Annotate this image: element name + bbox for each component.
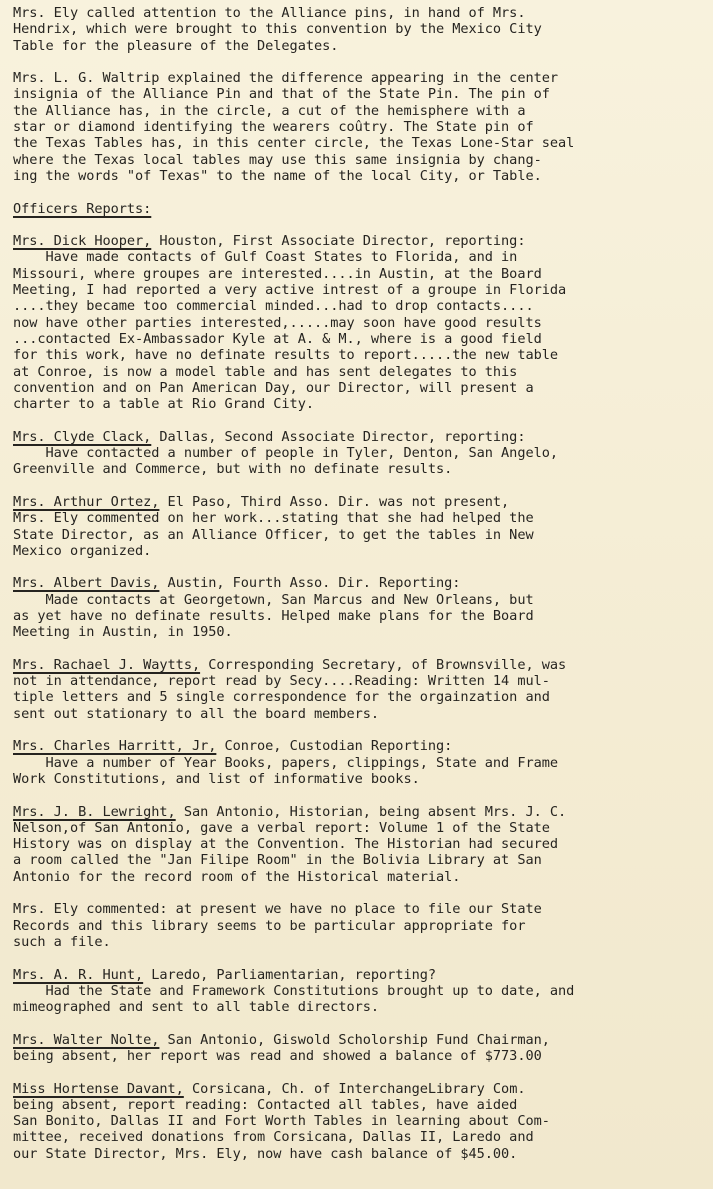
paragraph [13,429,705,478]
text-line: insignia of the Alliance Pin and that of the State Pin. The pin of [13,86,550,103]
report-heading-rest: Dallas, Second Associate Director, reporting: [151,428,526,445]
paragraph-gap [13,885,705,901]
text-line: Mrs. Ely called attention to the Alliance pins, in hand of Mrs. [13,5,526,21]
text-line: at Conroe, is now a model table and has sent delegates to this [13,363,518,380]
paragraph-gap [13,722,705,738]
text-line: Mrs. Ely commented: at present we have no place to file our State [13,901,542,918]
text-line: Work Constitutions, and list of informative books. [13,770,420,787]
text-line: for this work, have no definate results to report.....the new table [13,347,558,364]
text-line: star or diamond identifying the wearers coûtry. The State pin of [13,119,534,136]
text-line: History was on display at the Convention. The Historian had secured [13,836,558,853]
text-line: the Texas Tables has, in this center circle, the Texas Lone-Star seal [13,135,575,152]
text-line: Mrs. Ely commented on her work...stating that she had helped the [13,510,534,527]
text-line: Have made contacts of Gulf Coast States to Florida, and in [13,249,518,266]
paragraph [13,967,705,1016]
officer-name: Mrs. Charles Harritt, Jr, [13,738,217,755]
officer-name: Mrs. Arthur Ortez, [13,493,160,510]
report-heading-rest: Austin, Fourth Asso. Dir. Reporting: [159,575,461,592]
officer-name: Mrs. Walter Nolte, [13,1031,160,1048]
officer-name: Mrs. Dick Hooper, [13,233,152,250]
officer-name: Mrs. A. R. Hunt, [13,966,144,983]
text-line: convention and on Pan American Day, our Director, will present a [13,379,534,396]
report-heading-rest: Corsicana, Ch. of InterchangeLibrary Com. [183,1080,526,1097]
paragraph [13,5,705,54]
paragraph [13,1032,705,1065]
paragraph-gap [13,787,705,803]
text-line: Have a number of Year Books, papers, clippings, State and Frame [13,754,558,771]
text-line: mittee, received donations from Corsicana, Dallas II, Laredo and [13,1129,534,1146]
text-line: Meeting in Austin, in 1950. [13,624,233,641]
text-line: Greenville and Commerce, but with no definate results. [13,461,453,478]
text-line: the Alliance has, in the circle, a cut of the hemisphere with a [13,102,526,119]
text-line: not in attendance, report read by Secy....Reading: Written 14 mul- [13,673,550,690]
text-line: tiple letters and 5 single correspondence for the orgainzation and [13,689,550,706]
text-line: such a file. [13,933,111,950]
text-line: Made contacts at Georgetown, San Marcus and New Orleans, but [13,591,534,608]
report-heading-rest: Laredo, Parliamentarian, reporting? [143,966,436,983]
report-heading-line [13,657,705,673]
text-line: as yet have no definate results. Helped make plans for the Board [13,607,534,624]
paragraph [13,901,705,950]
paragraph [13,575,705,640]
officer-name: Officers Reports: [13,200,152,217]
report-heading-line [13,494,705,510]
text-line: Hendrix, which were brought to this convention by the Mexico City [13,21,542,38]
report-heading-line [13,804,705,820]
paragraph-gap [13,559,705,575]
text-line: Missouri, where groupes are interested....in Austin, at the Board [13,265,542,282]
text-line: Mrs. L. G. Waltrip explained the difference appearing in the center [13,70,558,87]
paragraph-gap [13,950,705,966]
paragraph-gap [13,54,705,70]
text-line: sent out stationary to all the board members. [13,705,380,722]
officer-name: Mrs. Clyde Clack, [13,428,152,445]
report-heading-line [13,738,705,754]
text-line: Have contacted a number of people in Tyler, Denton, San Angelo, [13,445,558,462]
paragraph [13,804,705,885]
text-line: where the Texas local tables may use this same insignia by chang- [13,151,542,168]
report-heading-rest: Conroe, Custodian Reporting: [216,738,453,755]
report-heading-line [13,1081,705,1097]
text-line: ....they became too commercial minded...had to drop contacts.... [13,298,534,315]
officer-name: Mrs. J. B. Lewright, [13,803,176,820]
report-heading-line [13,201,705,217]
report-heading-rest: El Paso, Third Asso. Dir. was not present, [159,493,510,510]
paragraph-gap [13,1064,705,1080]
paragraph-gap [13,184,705,200]
text-line: Meeting, I had reported a very active intrest of a groupe in Florida [13,282,567,299]
paragraph-gap [13,1015,705,1031]
paragraph-gap [13,217,705,233]
report-heading-line [13,233,705,249]
report-heading-rest: San Antonio, Giswold Scholorship Fund Chairman, [159,1031,550,1048]
text-line: ing the words "of Texas" to the name of the local City, or Table. [13,167,542,184]
report-heading-rest: San Antonio, Historian, being absent Mrs. J. C. [175,803,567,820]
report-heading-line [13,429,705,445]
paragraph [13,201,705,217]
text-line: a room called the "Jan Filipe Room" in the Bolivia Library at San [13,852,542,869]
officer-name: Mrs. Albert Davis, [13,575,160,592]
text-line: Records and this library seems to be particular appropriate for [13,917,526,934]
document-body [13,5,705,1162]
report-heading-line [13,1032,705,1048]
text-line: Mexico organized. [13,542,152,559]
officer-name: Miss Hortense Davant, [13,1080,184,1097]
report-heading-line [13,575,705,591]
text-line: now have other parties interested,.....may soon have good results [13,314,542,331]
text-line: charter to a table at Rio Grand City. [13,396,314,413]
text-line: Antonio for the record room of the Historical material. [13,868,461,885]
paragraph [13,70,705,184]
paragraph-gap [13,641,705,657]
text-line: State Director, as an Alliance Officer, to get the tables in New [13,526,534,543]
text-line: our State Director, Mrs. Ely, now have cash balance of $45.00. [13,1145,518,1162]
report-heading-rest: Corresponding Secretary, of Brownsville, was [200,656,567,673]
text-line: ...contacted Ex-Ambassador Kyle at A. & M., where is a good field [13,330,542,347]
paragraph [13,657,705,722]
paragraph [13,738,705,787]
text-line: being absent, her report was read and showed a balance of $773.00 [13,1048,542,1064]
text-line: mimeographed and sent to all table directors. [13,999,380,1016]
text-line: Table for the pleasure of the Delegates. [13,37,339,54]
paragraph [13,233,705,412]
report-heading-rest: Houston, First Associate Director, reporting: [151,233,526,250]
officer-name: Mrs. Rachael J. Waytts, [13,656,201,673]
paragraph-gap [13,412,705,428]
paragraph [13,1081,705,1162]
text-line: Had the State and Framework Constitutions brought up to date, and [13,982,575,999]
paragraph [13,494,705,559]
report-heading-line [13,967,705,983]
text-line: San Bonito, Dallas II and Fort Worth Tables in learning about Com- [13,1113,550,1130]
paragraph-gap [13,478,705,494]
text-line: Nelson,of San Antonio, gave a verbal report: Volume 1 of the State [13,819,550,836]
text-line: being absent, report reading: Contacted all tables, have aided [13,1096,518,1113]
